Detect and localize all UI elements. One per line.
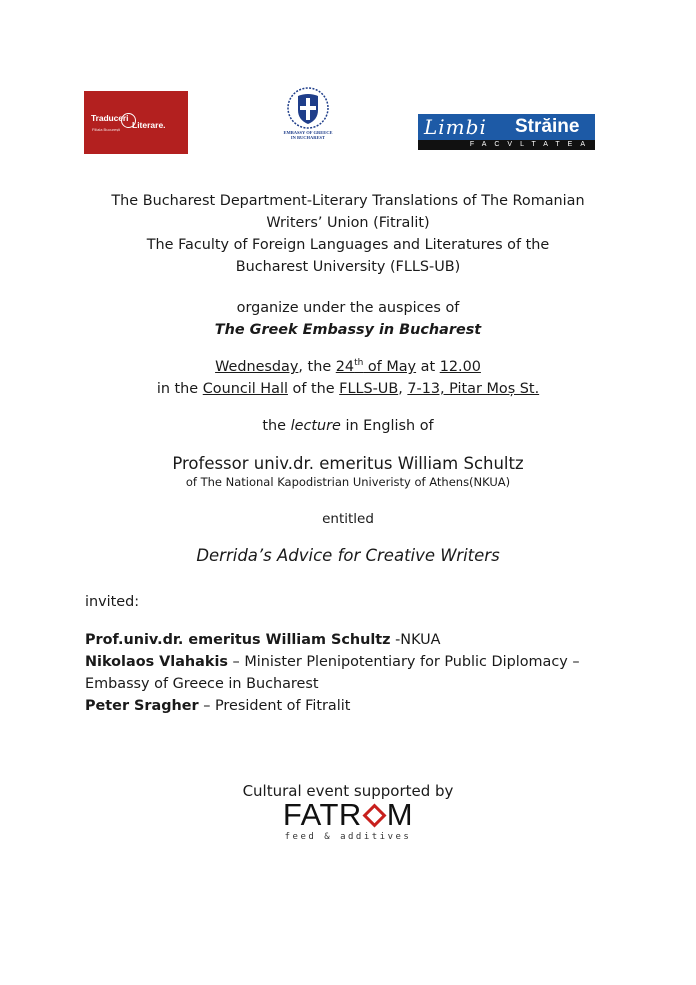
guest-role: -NKUA	[390, 632, 441, 648]
guest-role: Embassy of Greece in Bucharest	[85, 676, 319, 692]
auspices-block	[0, 297, 696, 341]
guest-row	[85, 651, 645, 673]
date-at: at	[416, 359, 440, 375]
date-line	[0, 356, 696, 378]
guest-row	[85, 629, 645, 651]
logo-text-facultatea: FACVLTATEA	[418, 140, 595, 150]
fatrom-wordmark: FATR M	[282, 797, 414, 832]
guest-row	[85, 695, 645, 717]
embassy-caption-1: EMBASSY OF GREECE	[283, 130, 333, 135]
venue-hall: Council Hall	[202, 381, 288, 397]
invited-list	[85, 629, 645, 717]
auspices-intro: organize under the auspices of	[236, 300, 460, 316]
guest-role: – President of Fitralit	[198, 698, 351, 714]
date-time: 12.00	[439, 359, 481, 375]
venue-name: FLLS-UB	[339, 381, 399, 397]
date-number: 24th of May	[335, 358, 417, 375]
logo-text-traduceri: Traduceri	[91, 113, 129, 123]
venue-address: 7-13, Pitar Moș St.	[407, 381, 540, 397]
guest-row	[85, 673, 645, 695]
logo-text-literare: Literare.	[132, 120, 166, 130]
date-day: Wednesday	[215, 359, 299, 375]
organizers-block	[0, 190, 696, 278]
venue-line: in the Council Hall of the FLLS-UB, 7-13, Pitar Moș St.	[156, 381, 540, 397]
guest-name: Prof.univ.dr. emeritus William Schultz	[85, 632, 391, 648]
organizer-line-3: The Faculty of Foreign Languages and Literatures of the	[146, 237, 550, 253]
greek-coat-of-arms-icon	[286, 86, 330, 130]
datetime-block	[0, 356, 696, 400]
sponsor-intro: Cultural event supported by	[242, 782, 454, 800]
guest-name: Nikolaos Vlahakis	[85, 654, 228, 670]
fatrom-diamond-icon	[362, 804, 386, 828]
guest-name: Peter Sragher	[85, 698, 199, 714]
invited-label: invited:	[85, 594, 140, 610]
lecture-word: lecture	[290, 418, 341, 434]
fatrom-tagline: feed & additives	[284, 832, 412, 842]
organizer-line-2: Writers’ Union (Fitralit)	[266, 215, 430, 231]
limbi-straine-logo	[418, 114, 595, 151]
speaker-name: Professor univ.dr. emeritus William Schultz	[172, 454, 524, 473]
fatrom-logo	[278, 797, 418, 845]
entitled-label: entitled	[322, 511, 374, 527]
organizer-line-1: The Bucharest Department-Literary Translations of The Romanian	[111, 193, 585, 209]
organizer-line-4: Bucharest University (FLLS-UB)	[235, 259, 461, 275]
guest-role: – Minister Plenipotentiary for Public Diplomacy –	[227, 654, 580, 670]
speaker-affiliation: of The National Kapodistrian Univeristy of Athens(NKUA)	[185, 475, 511, 489]
lecture-intro: the lecture in English of	[262, 418, 434, 434]
auspices-embassy: The Greek Embassy in Bucharest	[214, 322, 482, 338]
lecture-title: Derrida’s Advice for Creative Writers	[196, 546, 500, 565]
traduceri-literare-logo	[84, 91, 188, 154]
greek-embassy-logo	[278, 86, 338, 152]
embassy-caption-2: IN BUCHAREST	[290, 135, 326, 140]
date-connector: , the	[298, 359, 336, 375]
logo-text-limbi: Limbi	[424, 115, 487, 139]
logo-subtext: Filiala București	[92, 127, 121, 132]
logo-text-straine: Străine	[515, 116, 580, 137]
